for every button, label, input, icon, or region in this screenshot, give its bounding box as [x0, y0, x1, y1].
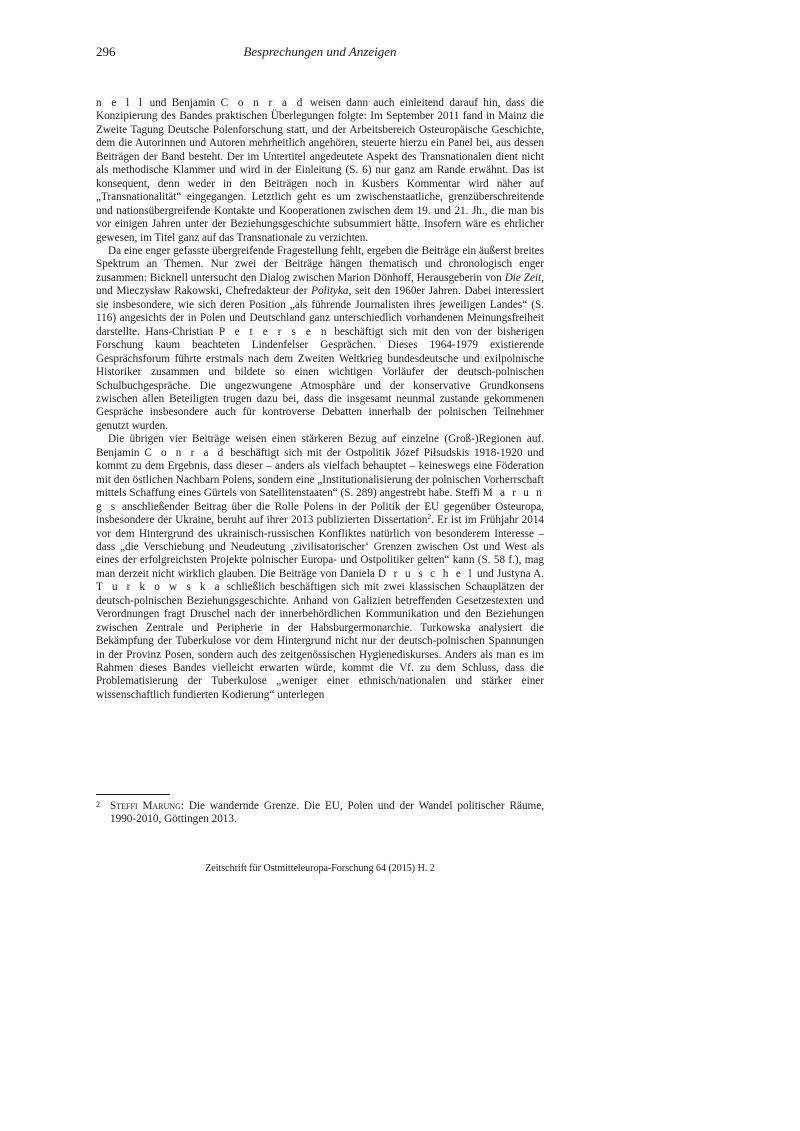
running-title: Besprechungen und Anzeigen: [243, 44, 397, 59]
author-name: M a r u n g s: [96, 487, 544, 513]
footnote-citation: : Die wandernde Grenze. Die EU, Polen und der Wandel politischer Räume, 1990-2010, Göttingen 2013.: [110, 800, 544, 826]
page-number: 296: [96, 44, 116, 59]
text-run: und Benjamin: [144, 97, 221, 109]
text-run: beschäftigt sich mit den von der bisherigen Forschung kaum beachteten Lindenfelser Gesprächen. Dieses 1964-1979 existierende Gesprächsforum führte erstmals nach dem Zweiten Weltkrieg bundesdeutsche und exilpolnische Historiker zusammen und bildete so einen wichtigen Vorläufer der deutsch-polnischen Schulbuchgespräche. Die ungezwungene Atmosphäre und der konservative Grundkonsens zwischen allen Beteiligten trugen dazu bei, dass die insgesamt neunmal zustande gekommenen Gespräche insbesondere auch für kontroverse Debatten innerhalb der polnischen Teilnehmer genutzt wurden.: [96, 325, 545, 432]
text-run: beschäftigt sich mit der Ostpolitik Józef Piłsudskis 1918-1920 und kommt zu dem Ergebnis, dass dieser – anders als vielfach behauptet – keineswegs eine Föderation mit den östlichen Nachbarn Polens, sondern eine „Institutionalisierung der polnischen Vorherrschaft mittels Schaffung eines Gürtels von Satellitenstaaten“ (S. 289) angestrebt habe. Steffi: [96, 446, 545, 500]
footnote: [96, 800, 544, 827]
author-name: C o n r a d: [144, 446, 226, 459]
publication-title: Die Zeit: [504, 271, 542, 284]
footnote-number: 2: [96, 800, 100, 809]
document-page: [96, 44, 545, 874]
paragraph-2: [96, 245, 544, 433]
paragraph-3: [96, 433, 544, 702]
publication-title: Polityka: [311, 285, 349, 298]
text-run: . Er ist im Frühjahr 2014 vor dem Hintergrund des ukrainisch-russischen Konfliktes natürlich von besonderem Interesse – dass „die Verschiebung und Neudeutung ‚zivilisatorischer‘ Grenzen zwischen Ost und West als eines der erfolgreichsten Projekte polnischer Europa- und Ostpolitiker gelten“ kann (S. 58 f.), mag man derzeit nicht wirklich glauben. Die Beiträge von Daniela: [96, 514, 545, 580]
author-name: C o n r a d: [220, 97, 305, 109]
text-run: weisen dann auch einleitend darauf hin, dass die Konzipierung des Bandes praktischen Überlegungen folgte: Im September 2011 fand in Mainz die Zweite Tagung Deutsche Polenforschung statt, und der Arbeitsbereich Osteuropäische Geschichte, dem die Autorinnen und Autoren mehrheitlich angehören, steuerte hierzu ein Panel bei, aus dessen Beiträgen der Band besteht. Der im Untertitel angedeutete Aspekt des Transnationalen dient nicht als methodische Klammer und wird in der Einleitung (S. 6) nur ganz am Rande erwähnt. Das ist konsequent, denn weder in den Beiträgen noch in Kusbers Kommentar wird näher auf „Transnationalität“ eingegangen. Letztlich geht es um zwischenstaatliche, grenzüberschreitende und nationsübergreifende Kontakte und Kooperationen zwischen dem 19. und 21. Jh., die man bis vor einigen Jahren unter der Beziehungsgeschichte subsummiert hätte. Insofern wäre es ehrlicher gewesen, im Titel ganz auf das Transnationale zu verzichten.: [96, 97, 545, 244]
footnote-reference: 2: [427, 512, 432, 522]
text-run: und Justyna A.: [473, 567, 545, 580]
journal-footer: Zeitschrift für Ostmitteleuropa-Forschung 64 (2015) H. 2: [205, 863, 435, 874]
text-run: , und Mieczysław Rakowski, Chefredakteur der: [96, 271, 544, 298]
text-run: Die übrigen vier Beiträge weisen einen stärkeren Bezug auf einzelne (Groß-)Regionen auf. Benjamin: [96, 433, 544, 459]
text-run: Da eine enger gefasste übergreifende Fragestellung fehlt, ergeben die Beiträge ein äußerst breites Spektrum an Themen. Nur zwei der Beiträge hängen thematisch und chronologisch enger zusammen: Bicknell untersucht den Dialog zwischen Marion Dönhoff, Herausgeberin von: [96, 244, 544, 284]
footnote-text: [96, 800, 544, 827]
author-name: P e t e r s e n: [218, 325, 329, 338]
footnote-author: Steffi Marung: [110, 800, 181, 812]
text-run: , seit den 1960er Jahren. Dabei interessiert sie insbesondere, wie sich deren Position „als führende Journalisten ihres jeweiligen Landes“ (S. 116) angesichts der in Polen und Deutschland ganz unterschiedlich vorhandenen Meinungsfreiheit darstellte. Hans-Christian: [96, 285, 545, 338]
footnote-separator: [96, 794, 170, 795]
page-header: [96, 44, 544, 66]
author-name: n e l l: [96, 97, 145, 109]
author-name: D r u s c h e l: [378, 567, 474, 580]
author-name: T u r k o w s k a: [96, 581, 222, 594]
text-run: schließlich beschäftigen sich mit zwei klassischen Schauplätzen der deutsch-polnischen Beziehungsgeschichte. Anhand von Galizien betreffenden Gesetzestexten und Verordnungen fragt Druschel nach der innerbehördlichen Kommunikation und den Beziehungen zwischen Zentrale und Peripherie in der Habsburgermonarchie. Turkowska analysiert die Bekämpfung der Tuberkulose vor dem Hintergrund nicht nur der deutsch-polnischen Spannungen in der Provinz Posen, sondern auch des zeitgenössischen Hygienediskurses. Anders als man es im Rahmen dieses Bandes vielleicht erwarten würde, kommt die Vf. zu dem Schluss, dass die Problematisierung der Tuberkulose „weniger einer ethnisch/nationalen und stärker einer wissenschaftlich fundierten Kodierung“ unterlegen: [96, 581, 544, 701]
paragraph-1: [96, 97, 544, 245]
text-run: anschließender Beitrag über die Rolle Polens in der Politik der EU gegenüber Osteuropa, insbesondere der Ukraine, beruht auf ihrer 2013 publizierten Dissertation: [96, 500, 544, 527]
body-text: [96, 97, 544, 702]
